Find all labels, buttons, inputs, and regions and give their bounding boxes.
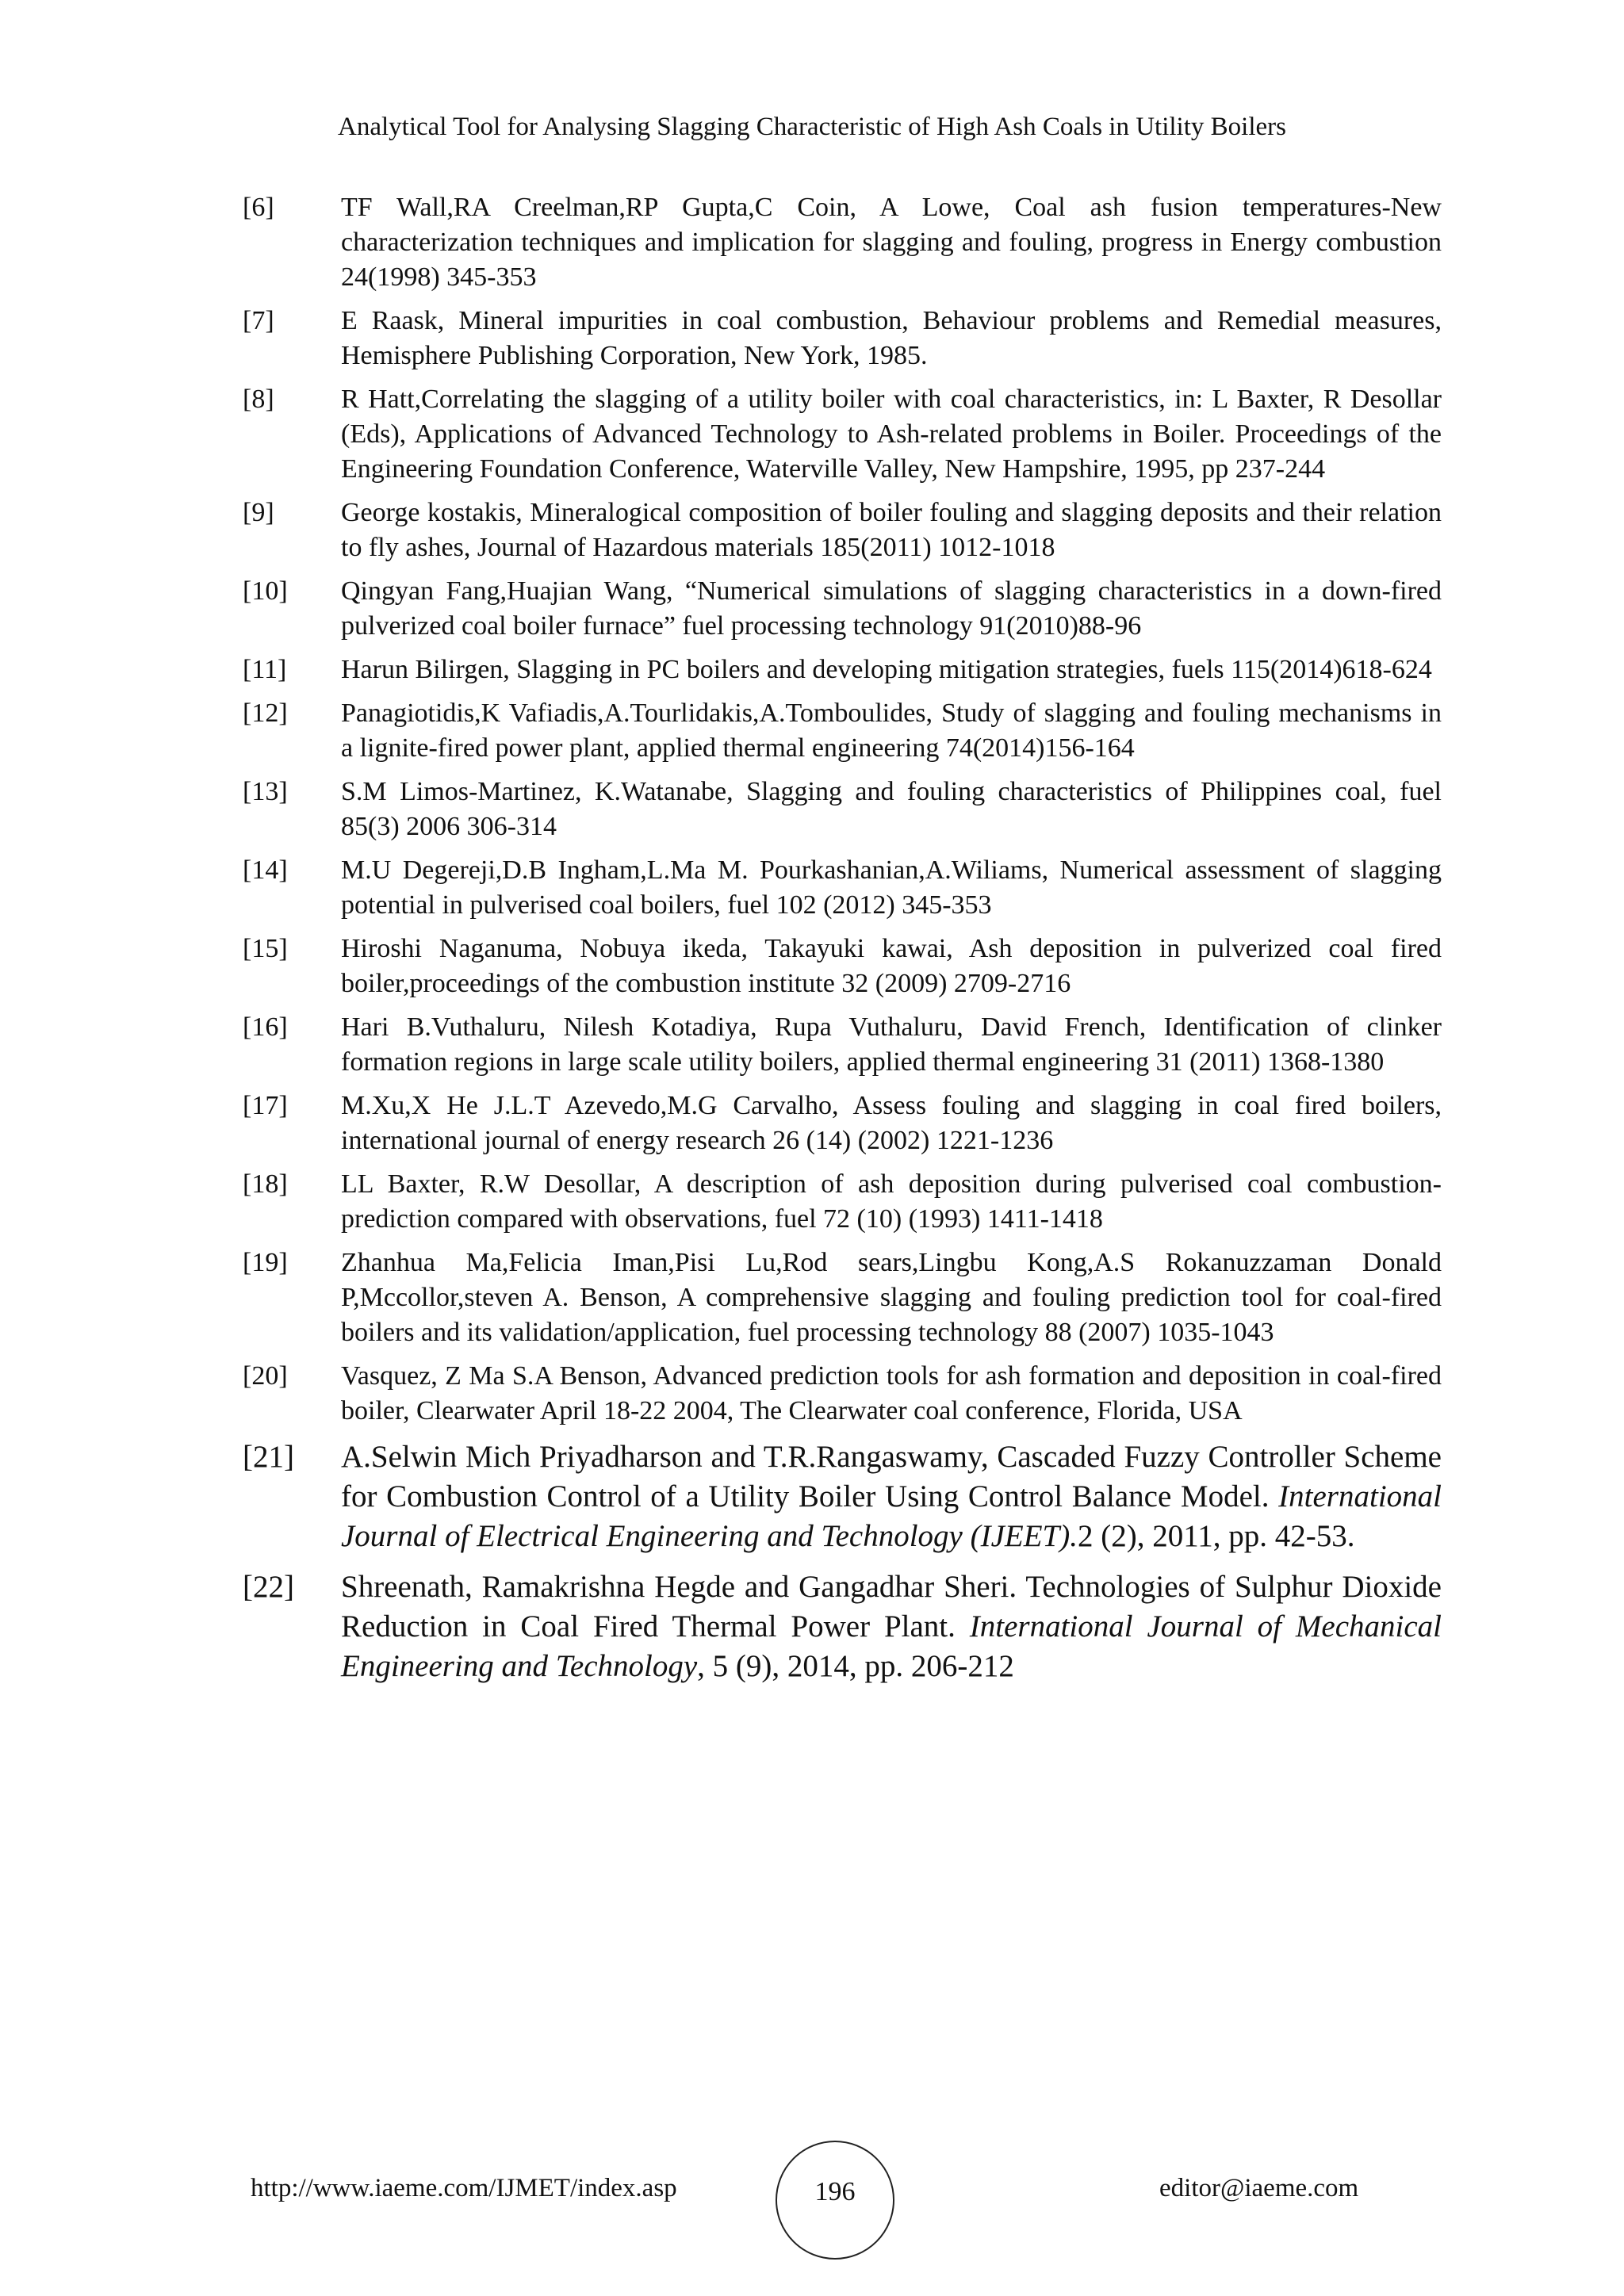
reference-volume-pages: 2 (2), 2011, pp. 42-53. — [1077, 1519, 1355, 1553]
reference-number: [7] — [243, 306, 274, 335]
reference-item — [243, 652, 1442, 687]
reference-text: Hiroshi Naganuma, Nobuya ikeda, Takayuki kawai, Ash deposition in pulverized coal fired boiler,proceedings of the combustion institute 32 (2009) 2709-2716 — [341, 934, 1442, 998]
journal-url-link[interactable]: http://www.iaeme.com/IJMET/index.asp — [251, 2174, 677, 2202]
reference-list — [243, 190, 1442, 1697]
reference-item — [243, 775, 1442, 844]
reference-number: [8] — [243, 385, 274, 414]
reference-text: E Raask, Mineral impurities in coal combustion, Behaviour problems and Remedial measures, Hemisphere Publishing Corporation, New York, 1985. — [341, 306, 1442, 370]
reference-item — [243, 496, 1442, 565]
editor-email-link[interactable]: editor@iaeme.com — [1159, 2174, 1359, 2202]
page-number: 196 — [814, 2177, 856, 2206]
reference-volume-pages: , 5 (9), 2014, pp. 206-212 — [697, 1649, 1014, 1683]
reference-number: [21] — [243, 1440, 294, 1474]
reference-text: LL Baxter, R.W Desollar, A description of ash deposition during pulverised coal combustion-prediction compared with observations, fuel 72 (10) (1993) 1411-1418 — [341, 1169, 1442, 1234]
reference-authors-title: Shreenath, Ramakrishna Hegde and Gangadhar Sheri. Technologies of Sulphur Dioxide Reduction in Coal Fired Thermal Power Plant. — [341, 1570, 1442, 1644]
reference-journal: International Journal of Electrical Engineering and Technology (IJEET). — [341, 1479, 1442, 1553]
reference-text — [341, 1437, 1442, 1556]
reference-text: S.M Limos-Martinez, K.Watanabe, Slagging and fouling characteristics of Philippines coal, fuel 85(3) 2006 306-314 — [341, 777, 1442, 841]
reference-number: [20] — [243, 1361, 288, 1391]
reference-number: [16] — [243, 1012, 288, 1042]
page-footer — [0, 2141, 1624, 2236]
reference-number: [18] — [243, 1169, 288, 1199]
reference-item — [243, 574, 1442, 644]
reference-number: [22] — [243, 1570, 294, 1604]
reference-item — [243, 1089, 1442, 1158]
reference-number: [13] — [243, 777, 288, 806]
reference-number: [9] — [243, 498, 274, 527]
page-number-circle — [776, 2141, 894, 2260]
reference-item — [243, 190, 1442, 295]
reference-number: [6] — [243, 193, 274, 222]
reference-number: [19] — [243, 1248, 288, 1277]
reference-number: [12] — [243, 698, 288, 728]
reference-item — [243, 382, 1442, 487]
reference-text: Hari B.Vuthaluru, Nilesh Kotadiya, Rupa Vuthaluru, David French, Identification of clinker formation regions in large scale utility boilers, applied thermal engineering 31 (2011) 1368-1380 — [341, 1012, 1442, 1077]
reference-item — [243, 1246, 1442, 1350]
reference-text: Zhanhua Ma,Felicia Iman,Pisi Lu,Rod sears,Lingbu Kong,A.S Rokanuzzaman Donald P,Mccollor,steven A. Benson, A comprehensive slagging and fouling prediction tool for coal-fired boilers and its validation/application, fuel processing technology 88 (2007) 1035-1043 — [341, 1248, 1442, 1347]
reference-number: [14] — [243, 855, 288, 885]
reference-item — [243, 853, 1442, 923]
reference-text: M.U Degereji,D.B Ingham,L.Ma M. Pourkashanian,A.Wiliams, Numerical assessment of slagging potential in pulverised coal boilers, fuel 102 (2012) 345-353 — [341, 855, 1442, 920]
reference-number: [17] — [243, 1091, 288, 1120]
running-header: Analytical Tool for Analysing Slagging Characteristic of High Ash Coals in Utility Boilers — [338, 113, 1286, 141]
reference-item — [243, 1437, 1442, 1556]
reference-text: Qingyan Fang,Huajian Wang, “Numerical simulations of slagging characteristics in a down-fired pulverized coal boiler furnace” fuel processing technology 91(2010)88-96 — [341, 576, 1442, 641]
reference-item — [243, 1567, 1442, 1686]
reference-text: Vasquez, Z Ma S.A Benson, Advanced prediction tools for ash formation and deposition in coal-fired boiler, Clearwater April 18-22 2004, The Clearwater coal conference, Florida, USA — [341, 1361, 1442, 1425]
reference-item — [243, 304, 1442, 373]
reference-journal: International Journal of Mechanical Engineering and Technology — [341, 1609, 1442, 1683]
reference-text: M.Xu,X He J.L.T Azevedo,M.G Carvalho, Assess fouling and slagging in coal fired boilers, international journal of energy research 26 (14) (2002) 1221-1236 — [341, 1091, 1442, 1155]
reference-number: [10] — [243, 576, 288, 606]
reference-number: [11] — [243, 655, 287, 684]
reference-text: Harun Bilirgen, Slagging in PC boilers and developing mitigation strategies, fuels 115(2014)618-624 — [341, 655, 1432, 684]
reference-number: [15] — [243, 934, 288, 963]
reference-item — [243, 1359, 1442, 1429]
reference-text — [341, 1567, 1442, 1686]
reference-item — [243, 696, 1442, 766]
reference-text: TF Wall,RA Creelman,RP Gupta,C Coin, A Lowe, Coal ash fusion temperatures-New characterization techniques and implication for slagging and fouling, progress in Energy combustion 24(1998) 345-353 — [341, 193, 1442, 292]
reference-authors-title: A.Selwin Mich Priyadharson and T.R.Rangaswamy, Cascaded Fuzzy Controller Scheme for Combustion Control of a Utility Boiler Using Control Balance Model. — [341, 1440, 1442, 1513]
reference-item — [243, 1167, 1442, 1237]
reference-text: George kostakis, Mineralogical composition of boiler fouling and slagging deposits and their relation to fly ashes, Journal of Hazardous materials 185(2011) 1012-1018 — [341, 498, 1442, 562]
reference-item — [243, 1010, 1442, 1080]
reference-text: R Hatt,Correlating the slagging of a utility boiler with coal characteristics, in: L Baxter, R Desollar (Eds), Applications of Advanced Technology to Ash-related problems in Boiler. Proceedings of the Engineering Foundation Conference, Waterville Valley, New Hampshire, 1995, pp 237-244 — [341, 385, 1442, 484]
reference-item — [243, 932, 1442, 1001]
reference-text: Panagiotidis,K Vafiadis,A.Tourlidakis,A.Tomboulides, Study of slagging and fouling mechanisms in a lignite-fired power plant, applied thermal engineering 74(2014)156-164 — [341, 698, 1442, 763]
